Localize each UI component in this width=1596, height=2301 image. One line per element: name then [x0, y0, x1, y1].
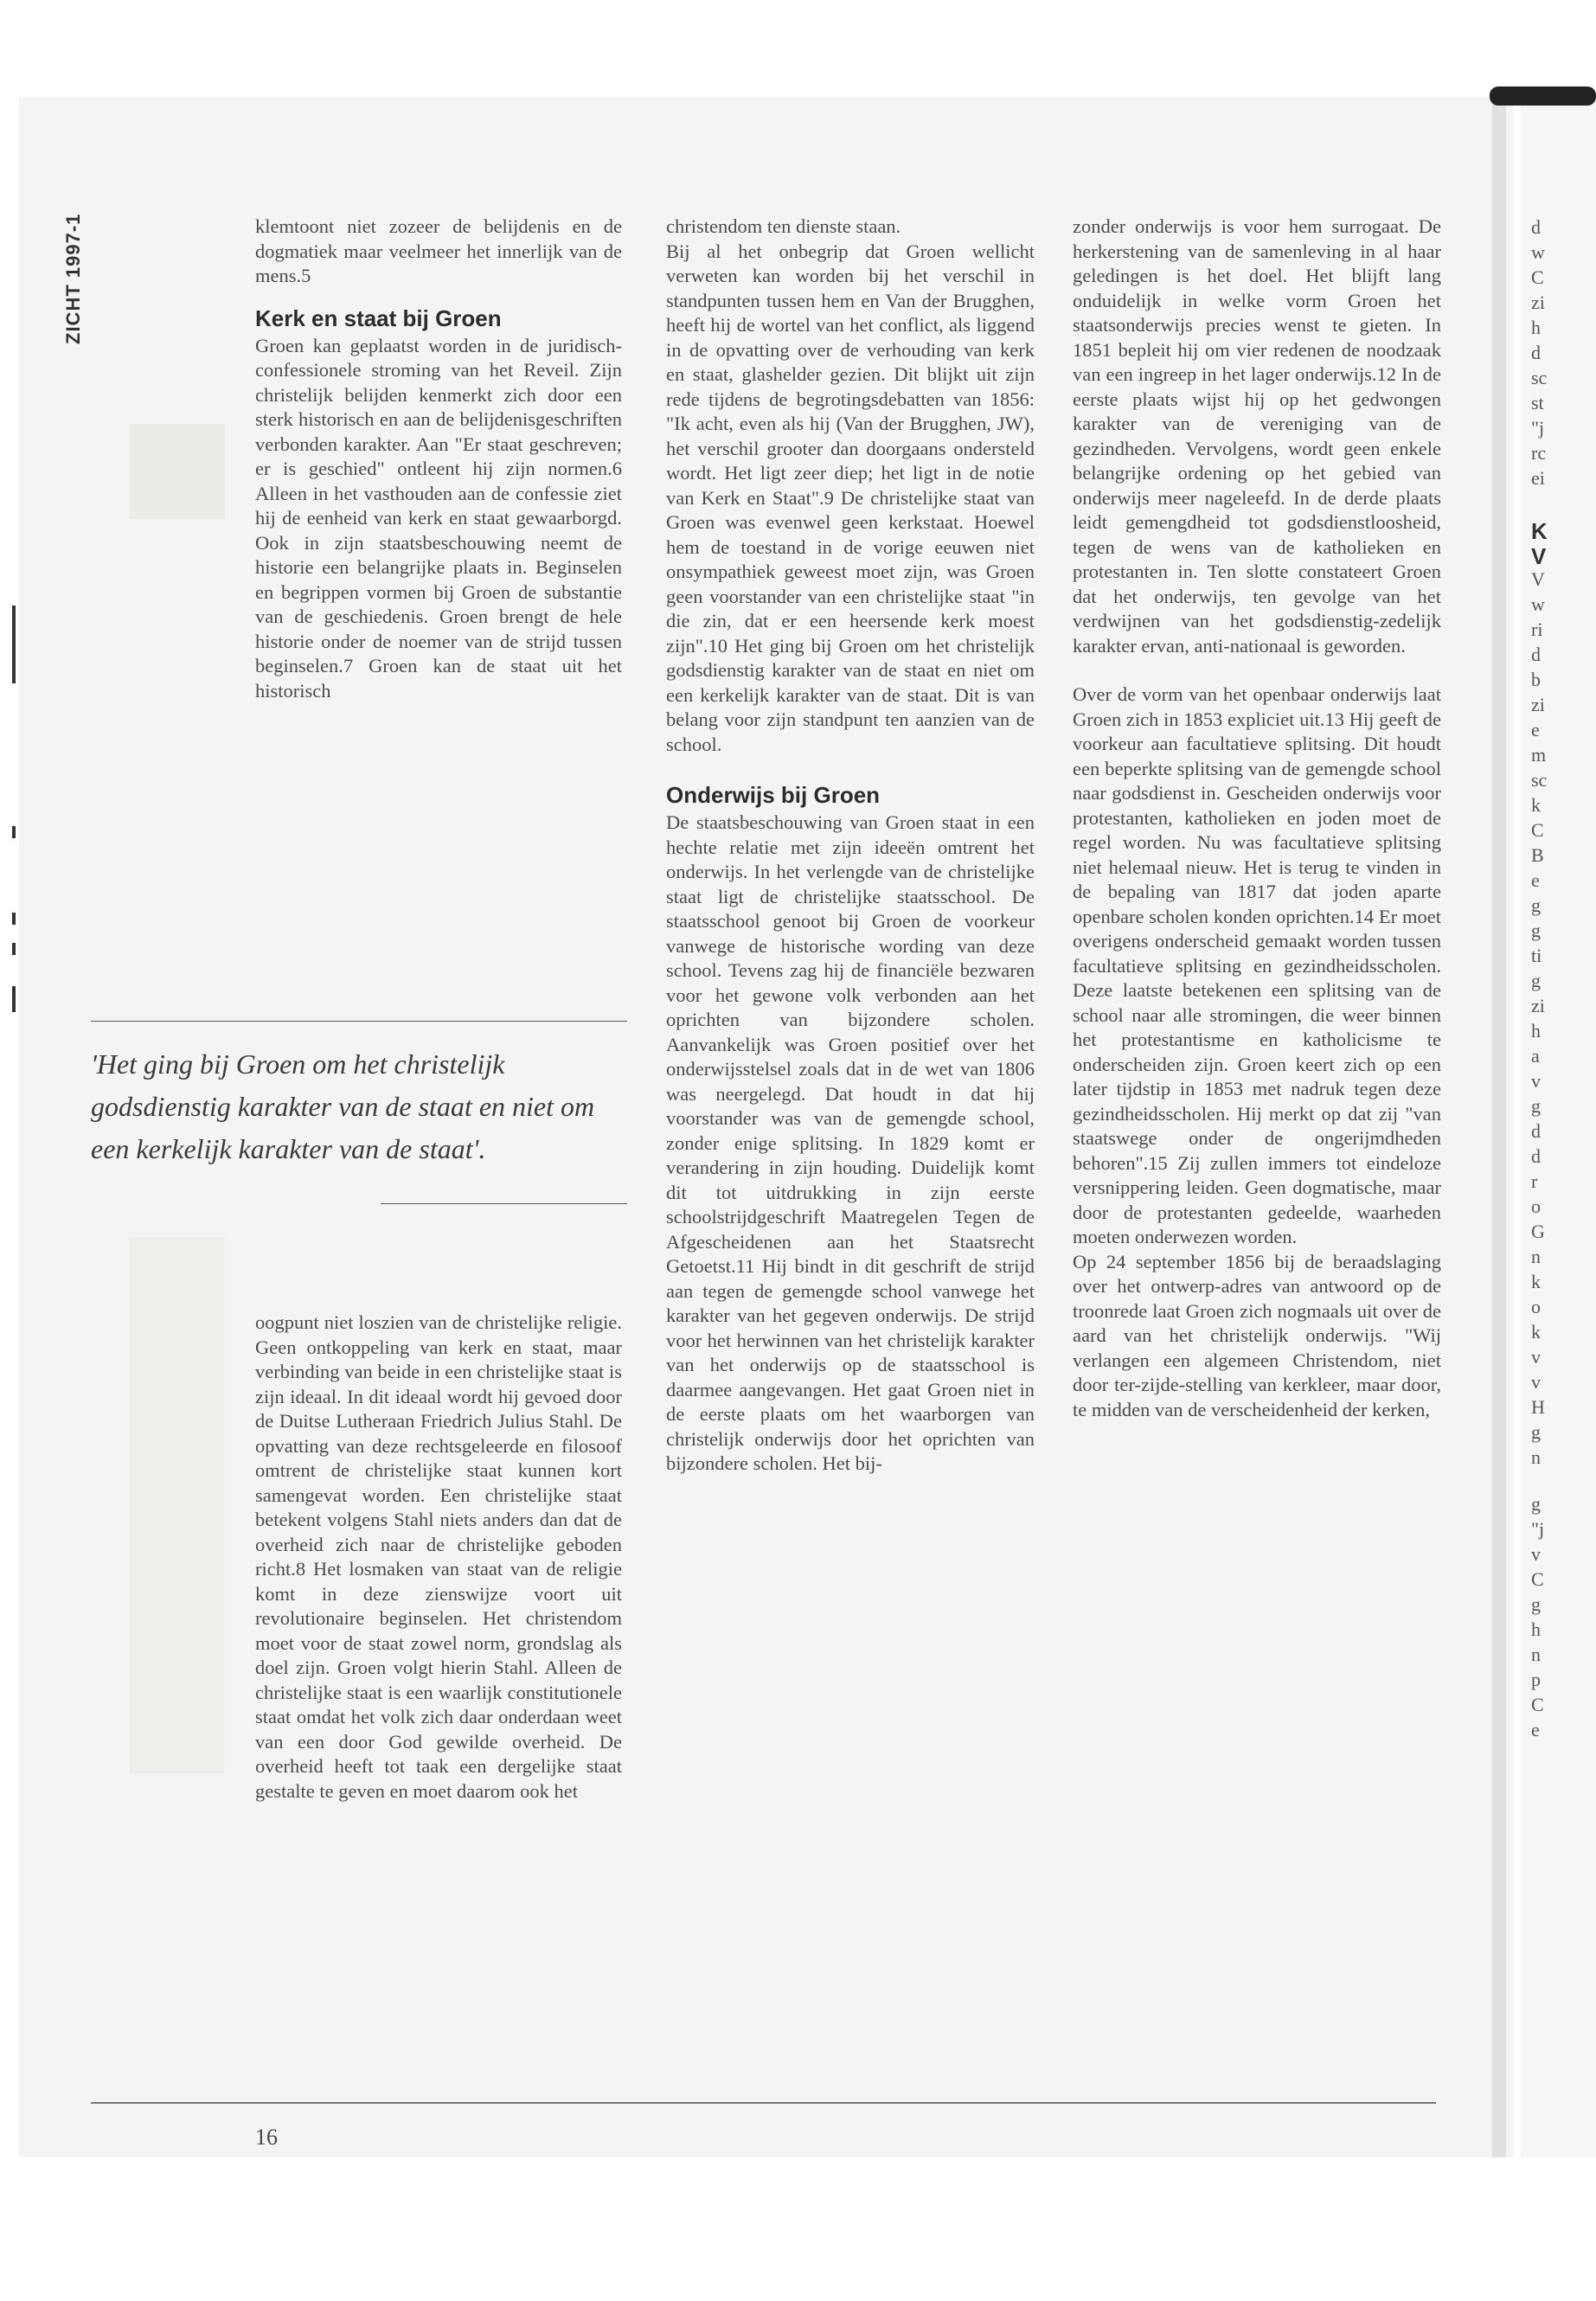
next-page-fragment: r [1531, 1170, 1538, 1192]
next-page-fragment: k [1531, 1271, 1541, 1292]
next-page-fragment: g [1531, 1421, 1541, 1443]
next-page-fragment: k [1531, 1321, 1541, 1343]
next-page-fragment: V [1531, 543, 1547, 569]
next-page-fragment: G [1531, 1221, 1545, 1242]
running-head: ZICHT 1997-1 [62, 213, 84, 344]
next-page-fragment: d [1531, 216, 1541, 238]
next-page-fragment: b [1531, 669, 1541, 690]
next-page-fragment: w [1531, 241, 1545, 263]
pull-quote: 'Het ging bij Groen om het christelijk godsdienstig karakter van de staat en niet om een kerkelijk karakter van de staat'. [91, 1048, 595, 1164]
footer-rule [91, 2102, 1436, 2104]
next-page-fragment: ei [1531, 467, 1545, 489]
next-page-fragment: H [1531, 1396, 1545, 1418]
next-page-fragment: ti [1531, 945, 1542, 966]
next-page-fragment: zi [1531, 292, 1545, 313]
binding-mark [1490, 87, 1596, 106]
next-page-fragment: C [1531, 819, 1544, 841]
next-page-fragment: e [1531, 719, 1540, 740]
next-page-fragment: v [1531, 1543, 1541, 1565]
next-page-fragment: e [1531, 869, 1540, 891]
section-heading: Kerk en staat bij Groen [255, 304, 502, 331]
next-page-fragment: B [1531, 844, 1544, 866]
next-page-fragment: d [1531, 1120, 1541, 1142]
next-page-fragment: g [1531, 1493, 1541, 1515]
paragraph: Op 24 september 1856 bij de beraadslaging over het ontwerp-adres van antwoord op de troonrede laat Groen zich nogmaals uit over de aard van het christelijk onderwijs. "Wij verlangen een algemeen Christendom, niet door ter-zijde-stelling van kerkleer, maar door, te midden van de verscheidenheid der kerken, [1073, 1250, 1441, 1420]
column-3 [1073, 215, 1441, 1422]
paragraph: Over de vorm van het openbaar onderwijs laat Groen zich in 1853 expliciet uit.13 Hij geeft de voorkeur aan facultatieve splitsing. Dit houdt een beperkte splitsing van de gemengde school naar godsdienst in. Gescheiden onderwijs voor protestanten, katholieken en joden moet de regel worden. Nu was facultatieve splitsing niet helemaal nieuw. Het is terug te vinden in de bepaling van 1817 dat joden aparte openbare scholen konden oprichten.14 Er moet overigens onderscheid gemaakt worden tussen facultatieve splitsing en gezindheidsscholen. Deze laatste betekenen een splitsing van de school naar alle stromingen, die weer binnen het protestantisme en katholicisme te onderscheiden zijn. Groen keert zich op een later tijdstip in 1853 met nadruk tegen deze gezindheidsscholen. Hij merkt op dat zij "van staatswege onder de ongerijmdheden behoren".15 Zij zullen immers tot eindeloze versnippering leiden. Geen dogmatische, maar door de protestanten gedeelde, waarheden moeten onderwezen worden. [1073, 683, 1441, 1247]
next-page-fragment: p [1531, 1669, 1541, 1690]
next-page-fragment: g [1531, 920, 1541, 941]
next-page-fragment: sc [1531, 769, 1548, 791]
next-page-fragment: o [1531, 1195, 1541, 1217]
next-page-fragment: st [1531, 392, 1544, 413]
next-page-fragment: sc [1531, 367, 1548, 388]
next-page-fragment: g [1531, 1593, 1541, 1615]
next-page-fragment: ri [1531, 619, 1543, 640]
next-page-fragment: n [1531, 1446, 1541, 1468]
next-page-fragment: g [1531, 970, 1541, 991]
page-edge [1492, 97, 1506, 2157]
next-page-fragment: w [1531, 593, 1545, 615]
section-heading: Onderwijs bij Groen [666, 782, 881, 808]
quote-rule-bottom [381, 1203, 627, 1204]
next-page-fragment: C [1531, 1694, 1544, 1715]
next-page-fragment: "j [1531, 1518, 1545, 1540]
column-1-bottom [255, 1311, 622, 1804]
next-page-fragment: v [1531, 1070, 1541, 1092]
next-page-fragment: v [1531, 1371, 1541, 1393]
next-page-fragment: e [1531, 1719, 1540, 1740]
paragraph: oogpunt niet loszien van de christelijke religie. Geen ontkoppeling van kerk en staat, maar verbinding van beide in een christelijke staat is zijn ideaal. In dit ideaal wordt hij gevoed door de Duitse Lutheraan Friedrich Julius Stahl. De opvatting van deze rechtsgeleerde en filosoof omtrent de christelijke staat kunnen kort samengevat worden. Een christelijke staat betekent volgens Stahl niets anders dan dat de overheid zich naar de christelijke geboden richt.8 Het losmaken van staat van de religie komt in deze zienswijze voort uit revolutionaire beginselen. Het christendom moet voor de staat zowel norm, grondslag als doel zijn. Groen volgt hierin Stahl. Alleen de christelijke staat is een waarlijk constitutionele staat omdat het volk zich daar onderdaan weet van een door God gewilde overheid. De overheid heeft tot taak een dergelijke staat gestalte te geven en moet daarom ook het [255, 1311, 622, 1802]
next-page-fragment: g [1531, 894, 1541, 916]
next-page-fragment: C [1531, 1568, 1544, 1590]
paragraph: klemtoont niet zozeer de belijdenis en de dogmatiek maar veelmeer het innerlijk van de mens.5 [255, 215, 622, 286]
next-page-fragment: "j [1531, 417, 1545, 439]
next-page-fragment: V [1531, 568, 1545, 590]
next-page-fragment: m [1531, 744, 1547, 766]
paragraph: zonder onderwijs is voor hem surrogaat. De herkerstening van de samenleving in al haar geledingen is het doel. Het blijft lang onduidelijk in welke vorm Groen het staatsonderwijs precies wenst te gieten. In 1851 bepleit hij om vier redenen de noodzaak van een ingreep in het lager onderwijs.12 In de eerste plaats wijst hij op het gedwongen karakter van de vereniging van de gezindheden. Vervolgens, wordt geen enkele belangrijke ordening op het gebied van onderwijs meer nageleefd. In de derde plaats leidt gemengdheid tot godsdienstloosheid, tegen de wens van de katholieken en protestanten in. Ten slotte constateert Groen dat het onderwijs, ten gevolge van het verdwijnen van het godsdienstig-zedelijk karakter ervan, anti-nationaal is geworden. [1073, 215, 1441, 657]
next-page-fragment: k [1531, 794, 1541, 816]
next-page-fragment: v [1531, 1346, 1541, 1368]
next-page-fragment: d [1531, 644, 1541, 665]
next-page-fragment: d [1531, 342, 1541, 363]
quote-rule-top [91, 1021, 627, 1022]
column-1-top [255, 215, 622, 703]
next-page-fragment: h [1531, 317, 1541, 338]
paragraph: Groen kan geplaatst worden in de juridisch-confessionele stroming van het Reveil. Zijn christelijk belijden kenmerkt zich door een sterk historisch en aan de belijdenisgeschriften verbonden karakter. Aan "Er staat geschreven; er is geschied" ontleent hij zijn normen.6 Alleen in het vasthouden aan de confessie ziet hij de eenheid van kerk en staat gewaarborgd. Ook in zijn staatsbeschouwing neemt de historie een belangrijke plaats in. Beginselen en begrippen vormen bij Groen de substantie van de geschiedenis. Groen brengt de hele historie onder de noemer van de strijd tussen beginselen.7 Groen kan de staat uit het historisch [255, 334, 622, 702]
next-page-fragment: g [1531, 1095, 1541, 1117]
next-page-fragment: n [1531, 1644, 1541, 1665]
next-page-fragment: d [1531, 1145, 1541, 1167]
next-page-fragment: h [1531, 1618, 1541, 1640]
show-through-block [130, 1237, 225, 1773]
next-page-fragment: n [1531, 1246, 1541, 1267]
show-through-block [130, 424, 225, 519]
paragraph: christendom ten dienste staan. [666, 215, 901, 237]
next-page-fragment: rc [1531, 442, 1547, 464]
next-page-fragment: C [1531, 266, 1544, 288]
next-page-fragment: h [1531, 1020, 1541, 1042]
column-2 [666, 215, 1035, 1477]
next-page-fragment: a [1531, 1045, 1540, 1067]
page-number: 16 [255, 2125, 278, 2150]
next-page-fragment: o [1531, 1296, 1541, 1317]
next-page-fragment: zi [1531, 995, 1545, 1016]
next-page-fragment: K [1531, 518, 1548, 544]
paragraph: De staatsbeschouwing van Groen staat in een hechte relatie met zijn ideeën omtrent het onderwijs. In het verlengde van de christelijke staat ligt de christelijke staatsschool. De staatsschool genoot bij Groen de voorkeur vanwege de historische wording van deze school. Tevens zag hij de financiële bezwaren voor het gewone volk verbonden aan het oprichten van bijzondere scholen. Aanvankelijk was Groen positief over het onderwijsstelsel zoals dat in de wet van 1806 was neergelegd. Dat houdt in dat hij voorstander was van de gemengde school, zonder enige splitsing. In 1829 komt er verandering in zijn houding. Duidelijk komt dit tot uitdrukking in zijn eerste schoolstrijdgeschrift Maatregelen Tegen de Afgescheidenen aan het Staatsrecht Getoetst.11 Hij bindt in dit geschrift de strijd aan tegen de gemengde school vanwege het karakter van het gegeven onderwijs. De strijd voor het herwinnen van het christelijk karakter van het onderwijs op de staatsschool is daarmee aangevangen. Het gaat Groen niet in de eerste plaats om het waarborgen van christelijk onderwijs door het oprichten van bijzondere scholen. Het bij- [666, 811, 1035, 1474]
paragraph: Bij al het onbegrip dat Groen wellicht verweten kan worden bij het verschil in standpunten tussen hem en Van der Brugghen, heeft hij de wortel van het conflict, als liggend in de opvatting over de verhouding van kerk en staat, glashelder gezien. Dit blijkt uit zijn rede tijdens de begrotingsdebatten van 1856: "Ik acht, even als hij (Van der Brugghen, JW), het verschil grooter dan doorgaans ondersteld wordt. Het ligt zeer diep; het ligt in de notie van Kerk en Staat".9 De christelijke staat van Groen was evenwel geen kerkstaat. Hoewel hem de toestand in de vorige eeuwen niet onsympathiek geweest moet zijn, was Groen geen voorstander van een christelijke staat "in die zin, dat er een heersende kerk moest zijn".10 Het ging bij Groen om het christelijk godsdienstig karakter van de staat en niet om een kerkelijk karakter van de staat. Dit is van belang voor zijn standpunt ten aanzien van de school. [666, 240, 1035, 755]
next-page-fragment: zi [1531, 694, 1545, 715]
